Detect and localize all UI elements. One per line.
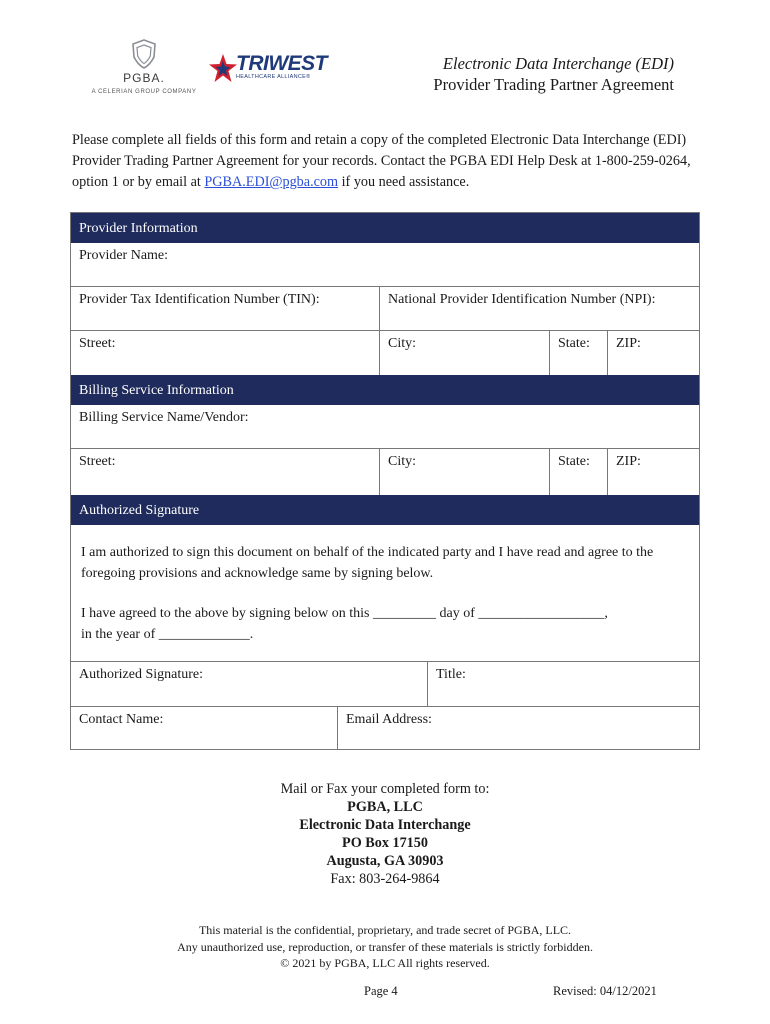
confidentiality-notice	[0, 922, 770, 972]
signing-date-paragraph	[81, 604, 689, 645]
intro-text: Please complete all fields of this form and retain a copy of the completed Electronic Data Interchange (EDI) Provider Trading Partner Agreement for your records. Contact the PGBA EDI Help Desk at 1-800-259-0264, option 1 or by email at	[72, 132, 691, 190]
provider-street-field[interactable]: Street:	[79, 336, 116, 351]
email-address-field[interactable]: Email Address:	[337, 707, 699, 749]
pgba-logo-text: PGBA.	[123, 71, 165, 85]
section-header-billing: Billing Service Information	[71, 375, 699, 405]
mail-intro: Mail or Fax your completed form to:	[280, 781, 490, 797]
authorized-signature-field[interactable]: Authorized Signature:	[79, 667, 204, 682]
authorization-statement	[71, 525, 699, 661]
billing-city-field[interactable]: City:	[379, 449, 549, 495]
mail-po-box: PO Box 17150	[342, 835, 428, 851]
provider-tin-field[interactable]: Provider Tax Identification Number (TIN):	[79, 292, 320, 307]
signing-date-line1: I have agreed to the above by signing below on this _________ day of __________________,	[81, 606, 608, 621]
confidential-line1: This material is the confidential, proprietary, and trade secret of PGBA, LLC.	[198, 923, 572, 937]
contact-name-field[interactable]: Contact Name:	[79, 712, 164, 727]
contact-row	[71, 706, 699, 749]
confidential-line2: Any unauthorized use, reproduction, or transfer of these materials is strictly forbidden.	[177, 939, 593, 954]
triwest-logo	[208, 52, 327, 88]
triwest-logo-subtitle: HEALTHCARE ALLIANCE®	[236, 74, 311, 80]
triwest-logo-text: TRIWEST	[236, 52, 327, 75]
document-subtitle: Provider Trading Partner Agreement	[433, 75, 674, 94]
intro-paragraph	[72, 130, 702, 193]
page-number: Page 4	[364, 984, 398, 998]
shield-icon	[84, 38, 204, 70]
provider-name-field[interactable]: Provider Name:	[79, 248, 169, 263]
billing-name-field[interactable]: Billing Service Name/Vendor:	[79, 410, 249, 425]
section-header-provider: Provider Information	[71, 213, 699, 243]
signature-row	[71, 661, 699, 706]
mail-org: PGBA, LLC	[347, 799, 423, 815]
billing-street-field[interactable]: Street:	[79, 454, 116, 469]
billing-name-row	[71, 405, 699, 448]
help-desk-email-link[interactable]: PGBA.EDI@pgba.com	[204, 174, 339, 190]
pgba-logo	[84, 38, 204, 100]
provider-id-row	[71, 286, 699, 330]
billing-address-row	[71, 448, 699, 495]
provider-state-field[interactable]: State:	[549, 331, 607, 375]
document-title: Electronic Data Interchange (EDI)	[442, 54, 674, 73]
star-icon	[208, 52, 238, 86]
signing-date-line2: in the year of _____________.	[81, 626, 254, 642]
authorization-paragraph: I am authorized to sign this document on behalf of the indicated party and I have read and agree to the foregoing provisions and acknowledge same by signing below.	[81, 545, 654, 581]
billing-state-field[interactable]: State:	[549, 449, 607, 495]
mailing-instructions	[0, 780, 770, 888]
title-field[interactable]: Title:	[427, 662, 699, 706]
revision-date: Revised: 04/12/2021	[553, 984, 657, 998]
provider-city-field[interactable]: City:	[379, 331, 549, 375]
section-header-authorized: Authorized Signature	[71, 495, 699, 525]
pgba-logo-subtitle: A CELERIAN GROUP COMPANY	[91, 89, 197, 95]
billing-zip-field[interactable]: ZIP:	[607, 449, 699, 495]
intro-text-end: if you need assistance.	[338, 174, 470, 190]
mail-city: Augusta, GA 30903	[326, 853, 444, 869]
agreement-form	[70, 212, 700, 750]
provider-address-row	[71, 330, 699, 375]
provider-npi-field[interactable]: National Provider Identification Number (NPI):	[379, 287, 699, 330]
copyright-line: © 2021 by PGBA, LLC All rights reserved.	[280, 956, 490, 970]
mail-dept: Electronic Data Interchange	[299, 817, 471, 833]
provider-zip-field[interactable]: ZIP:	[607, 331, 699, 375]
mail-fax: Fax: 803-264-9864	[330, 871, 440, 887]
provider-name-row	[71, 243, 699, 286]
